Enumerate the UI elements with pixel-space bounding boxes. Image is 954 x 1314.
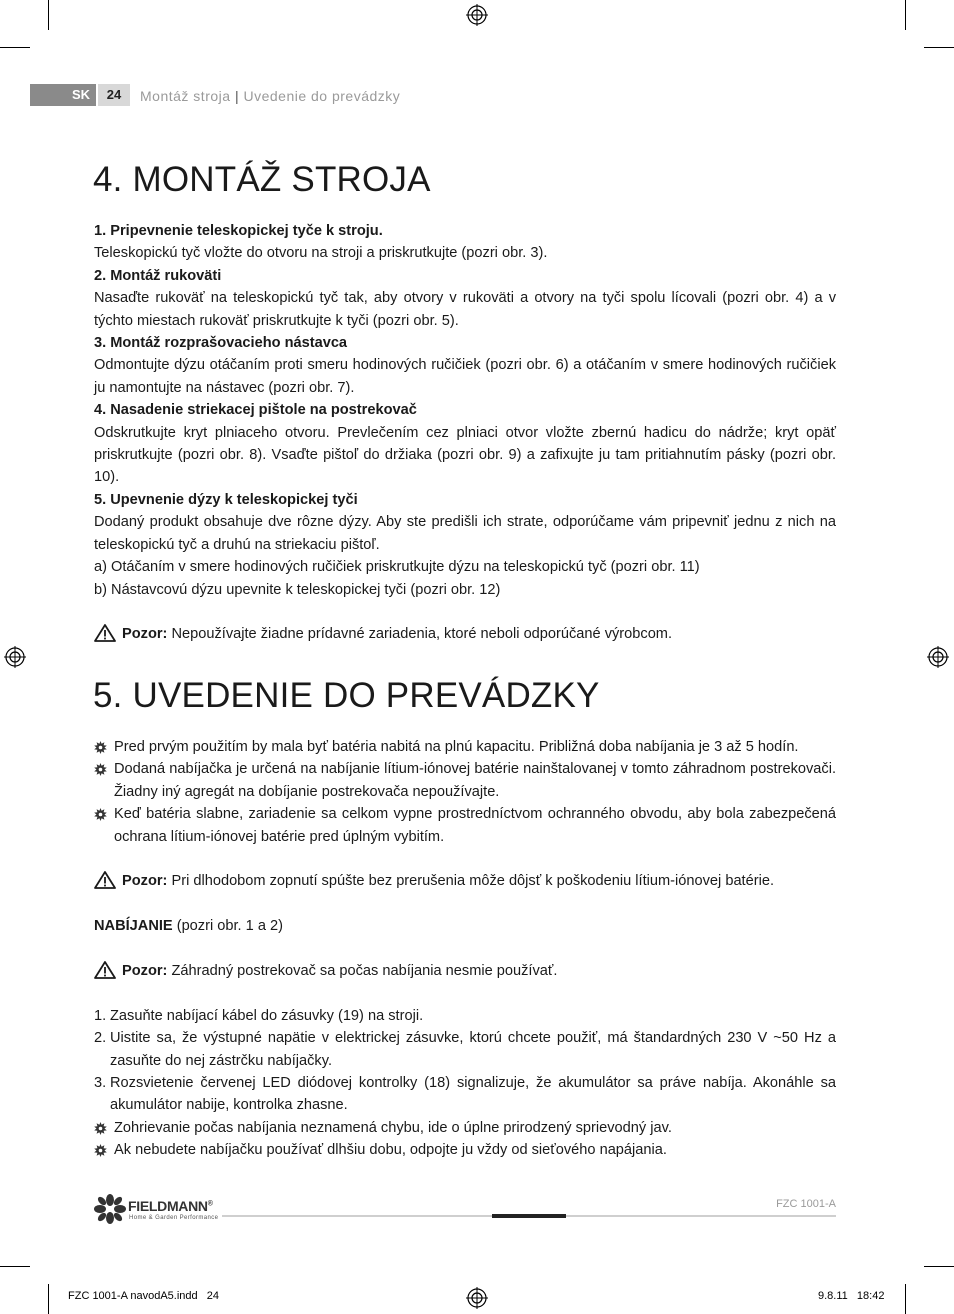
paragraph: Odskrutkujte kryt plniaceho otvoru. Prevlečením cez plniaci otvor vložte zbernú hadicu do nádrže; kryt opäť priskrutkujte (pozri obr. 8). Vsaďte pištoľ do držiaka (pozri obr. 9) a zafixujte ju tam pritiahnutím pásky (pozri obr. 10).: [94, 424, 836, 486]
warning-triangle-icon: [94, 871, 116, 889]
bullet-icon: [94, 1122, 107, 1135]
crop-mark: [924, 1266, 954, 1267]
warning-triangle-icon: [94, 624, 116, 642]
step-number: 3.: [94, 1075, 107, 1092]
list-item: [94, 736, 836, 758]
header-section-b: Uvedenie do prevádzky: [243, 88, 401, 104]
crop-mark: [48, 1284, 49, 1314]
registration-mark-icon: [466, 4, 488, 26]
warning-triangle-icon: [94, 961, 116, 979]
list-item: [94, 1139, 836, 1161]
paragraph: Odmontujte dýzu otáčaním proti smeru hodinových ručičiek (pozri obr. 6) a otáčaním v smere hodinových ručičiek ju namontujte na nástavec (pozri obr. 7).: [94, 357, 836, 396]
section-5-title: 5. UVEDENIE DO PREVÁDZKY: [93, 676, 600, 715]
header-section-a: Montáž stroja: [140, 88, 231, 104]
numbered-step: [94, 1027, 836, 1072]
warning-note: [94, 960, 836, 982]
language-tab: SK: [30, 84, 96, 106]
bullet-icon: [94, 1144, 107, 1157]
charging-heading: NABÍJANIE: [94, 918, 173, 935]
brand-name: FIELDMANN®: [128, 1198, 213, 1214]
list-item-text: Ak nebudete nabíjačku používať dlhšiu dobu, odpojte ju vždy od sieťového napájania.: [114, 1142, 667, 1159]
list-item-text: Keď batéria slabne, zariadenie sa celkom vypne prostredníctvom ochranného obvodu, aby bola zabezpečená ochrana lítium-iónovej batérie pred úplným vybitím.: [114, 806, 836, 845]
step-text: Zasuňte nabíjací kábel do zásuvky (19) na stroji.: [110, 1007, 424, 1024]
bullet-icon: [94, 741, 107, 754]
list-item-text: Zohrievanie počas nabíjania neznamená chybu, ide o úplne prirodzený sprievodný jav.: [114, 1119, 672, 1136]
crop-mark: [0, 47, 30, 48]
section-4-body: [94, 220, 836, 646]
list-item-text: Dodaná nabíjačka je určená na nabíjanie lítium-iónovej batérie nainštalovanej v tomto záhradnom postrekovači. Žiadny iný agregát na dobíjanie postrekovača nepoužívajte.: [114, 761, 836, 800]
model-number: FZC 1001-A: [776, 1198, 836, 1210]
subheading: 1. Pripevnenie teleskopickej tyče k stroju.: [94, 223, 383, 239]
paragraph: a) Otáčaním v smere hodinových ručičiek priskrutkujte dýzu na teleskopickú tyč (pozri obr. 11): [94, 559, 700, 576]
step-text: Rozsvietenie červenej LED diódovej kontrolky (18) signalizuje, že akumulátor sa práve nabíja. Akonáhle sa akumulátor nabije, kontrolka zhasne.: [110, 1075, 836, 1114]
list-item-text: Pred prvým použitím by mala byť batéria nabitá na plnú kapacitu. Približná doba nabíjania je 3 až 5 hodín.: [114, 739, 799, 755]
step-number: 2.: [94, 1030, 107, 1047]
running-header: [140, 86, 400, 106]
section-5-body: [94, 736, 836, 1162]
brand-tagline: Home & Garden Performance: [129, 1215, 219, 1221]
charging-heading-line: [94, 915, 836, 937]
subheading: 2. Montáž rukoväti: [94, 267, 222, 284]
crop-mark: [905, 1284, 906, 1314]
registration-mark-icon: [4, 646, 26, 668]
step-number: 1.: [94, 1007, 107, 1024]
section-4-title: 4. MONTÁŽ STROJA: [93, 160, 431, 199]
list-item: [94, 1117, 836, 1139]
charging-reference: (pozri obr. 1 a 2): [172, 918, 283, 935]
footer-divider: [566, 1215, 836, 1217]
step-text: Uistite sa, že výstupné napätie v elektrickej zásuvke, ktorú chcete použiť, má štandardných 230 V ~50 Hz a zasuňte do nej zástrčku nabíjačky.: [110, 1030, 836, 1069]
bullet-icon: [94, 763, 107, 776]
page-number: 24: [98, 84, 130, 106]
crop-mark: [0, 1266, 30, 1267]
crop-mark: [905, 0, 906, 30]
warning-label: Pozor:: [122, 873, 168, 890]
warning-text: Záhradný postrekovač sa počas nabíjania nesmie používať.: [171, 963, 558, 980]
crop-mark: [924, 47, 954, 48]
paragraph: Teleskopickú tyč vložte do otvoru na stroji a priskrutkujte (pozri obr. 3).: [94, 245, 548, 262]
warning-label: Pozor:: [122, 963, 168, 980]
paragraph: b) Nástavcovú dýzu upevnite k teleskopickej tyči (pozri obr. 12): [94, 581, 501, 598]
warning-label: Pozor:: [122, 626, 168, 643]
paragraph: Dodaný produkt obsahuje dve rôzne dýzy. Aby ste predišli ich strate, odporúčame vám pripevniť jednu z nich na teleskopickú tyč a druhú na striekaciu pištoľ.: [94, 514, 836, 553]
print-slug-file: FZC 1001-A navodA5.indd 24: [68, 1290, 220, 1302]
crop-mark: [48, 0, 49, 30]
footer-divider-accent: [492, 1214, 566, 1218]
numbered-step: [94, 1005, 836, 1027]
warning-note: [94, 870, 836, 892]
fieldmann-logo-icon: [94, 1194, 126, 1224]
header-separator: |: [234, 88, 240, 104]
footer-divider: [222, 1215, 492, 1217]
numbered-step: [94, 1072, 836, 1117]
registration-mark-icon: [466, 1287, 488, 1309]
subheading: 4. Nasadenie striekacej pištole na postrekovač: [94, 402, 417, 419]
bullet-icon: [94, 808, 107, 821]
print-slug-date: 9.8.11 18:42: [818, 1290, 885, 1302]
paragraph: Nasaďte rukoväť na teleskopickú tyč tak, aby otvory v rukoväti a otvory na tyči spolu lícovali (pozri obr. 4) a v týchto miestach rukoväť priskrutkujte k tyči (pozri obr. 5).: [94, 290, 836, 329]
list-item: [94, 758, 836, 803]
warning-note: [94, 623, 836, 645]
subheading: 3. Montáž rozprašovacieho nástavca: [94, 335, 348, 352]
list-item: [94, 803, 836, 848]
warning-text: Pri dlhodobom zopnutí spúšte bez prerušenia môže dôjsť k poškodeniu lítium-iónovej batérie.: [171, 873, 775, 890]
warning-text: Nepoužívajte žiadne prídavné zariadenia, ktoré neboli odporúčané výrobcom.: [171, 626, 673, 643]
registration-mark-icon: [927, 646, 949, 668]
subheading: 5. Upevnenie dýzy k teleskopickej tyči: [94, 491, 358, 508]
